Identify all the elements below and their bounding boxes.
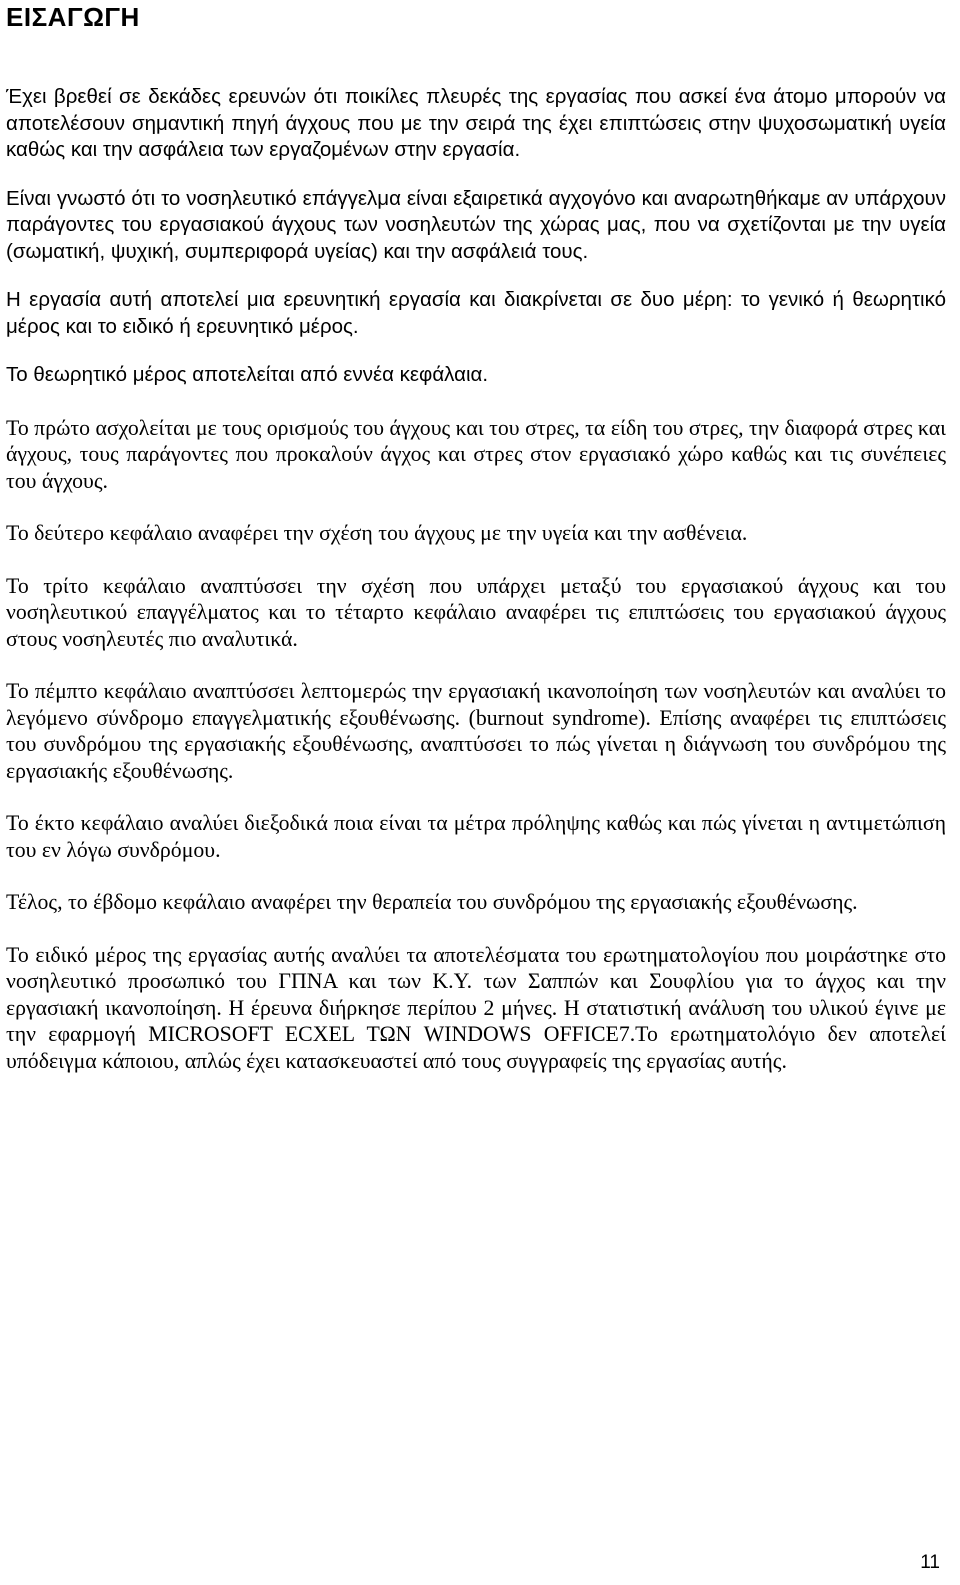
paragraph-chapter-2: Το δεύτερο κεφάλαιο αναφέρει την σχέση του άγχους με την υγεία και την ασθένεια. — [6, 521, 748, 545]
page-number: 11 — [920, 1552, 940, 1573]
paragraph-structure: Η εργασία αυτή αποτελεί μια ερευνητική εργασία και διακρίνεται σε δυο μέρη: το γενικό ή θεωρητικό μέρος και το ειδικό ή ερευνητικό μέρος. — [6, 288, 946, 338]
paragraph-theory-chapters: Το θεωρητικό μέρος αποτελείται από εννέα κεφάλαια. — [6, 363, 489, 386]
paragraph-chapter-6: Το έκτο κεφάλαιο αναλύει διεξοδικά ποια είναι τα μέτρα πρόληψης καθώς και πώς γίνεται η αντιμετώπιση του εν λόγω συνδρόμου. — [6, 811, 946, 862]
paragraph-nursing-stress: Είναι γνωστό ότι το νοσηλευτικό επάγγελμα είναι εξαιρετικά αγχογόνο και αναρωτηθήκαμε αν υπάρχουν παράγοντες του εργασιακού άγχους των νοσηλευτών της χώρας μας, που να σχετίζονται με την υγεία (σωματική, ψυχική, συμπεριφορά υγείας) και την ασφάλειά τους. — [6, 186, 946, 263]
paragraph-chapter-7: Τέλος, το έβδομο κεφάλαιο αναφέρει την θεραπεία του συνδρόμου της εργασιακής εξουθένωσης. — [6, 890, 858, 914]
document-page — [6, 0, 946, 1074]
paragraph-chapter-3-4: Το τρίτο κεφάλαιο αναπτύσσει την σχέση που υπάρχει μεταξύ του εργασιακού άγχους και του νοσηλευτικού επαγγέλματος και το τέταρτο κεφάλαιο αναφέρει τις επιπτώσεις του εργασιακού άγχους στους νοσηλευτές πιο αναλυτικά. — [6, 573, 946, 651]
paragraph-special-part: Το ειδικό μέρος της εργασίας αυτής αναλύει τα αποτελέσματα του ερωτηματολογίου που μοιράστηκε στο νοσηλευτικό προσωπικό του ΓΠΝΑ και των Κ.Υ. των Σαππών και Σουφλίου για το άγχος και την εργασιακή ικανοποίηση. Η έρευνα διήρκησε περίπου 2 μήνες. Η στατιστική ανάλυση του υλικού έγινε με την εφαρμογή MICROSOFT ECXEL ΤΩΝ WINDOWS OFFICE7.Το ερωτηματολόγιο δεν αποτελεί υπόδειγμα κάποιου, απλώς έχει κατασκευαστεί από τους συγγραφείς της εργασίας αυτής. — [6, 942, 946, 1073]
paragraph-chapter-1: Το πρώτο ασχολείται με τους ορισμούς του άγχους και του στρες, τα είδη του στρες, την διαφορά στρες και άγχους, τους παράγοντες που προκαλούν άγχος και στρες στον εργασιακό χώρο καθώς και τις συνέπειες του άγχους. — [6, 415, 946, 493]
paragraph-chapter-5: Το πέμπτο κεφάλαιο αναπτύσσει λεπτομερώς την εργασιακή ικανοποίηση των νοσηλευτών και αναλύει το λεγόμενο σύνδρομο επαγγελματικής εξουθένωσης. (burnout syndrome). Επίσης αναφέρει τις επιπτώσεις του συνδρόμου της εργασιακής εξουθένωσης, αναπτύσσει το πώς γίνεται η διάγνωση του συνδρόμου της εργασιακής εξουθένωσης. — [6, 679, 946, 783]
paragraph-intro: Έχει βρεθεί σε δεκάδες ερευνών ότι ποικίλες πλευρές της εργασίας που ασκεί ένα άτομο μπορούν να αποτελέσουν σημαντική πηγή άγχους που με την σειρά της έχει επιπτώσεις στην ψυχοσωματική υγεία καθώς και την ασφάλεια των εργαζομένων στην εργασία. — [6, 85, 946, 161]
page-title: ΕΙΣΑΓΩΓΗ — [6, 2, 140, 32]
